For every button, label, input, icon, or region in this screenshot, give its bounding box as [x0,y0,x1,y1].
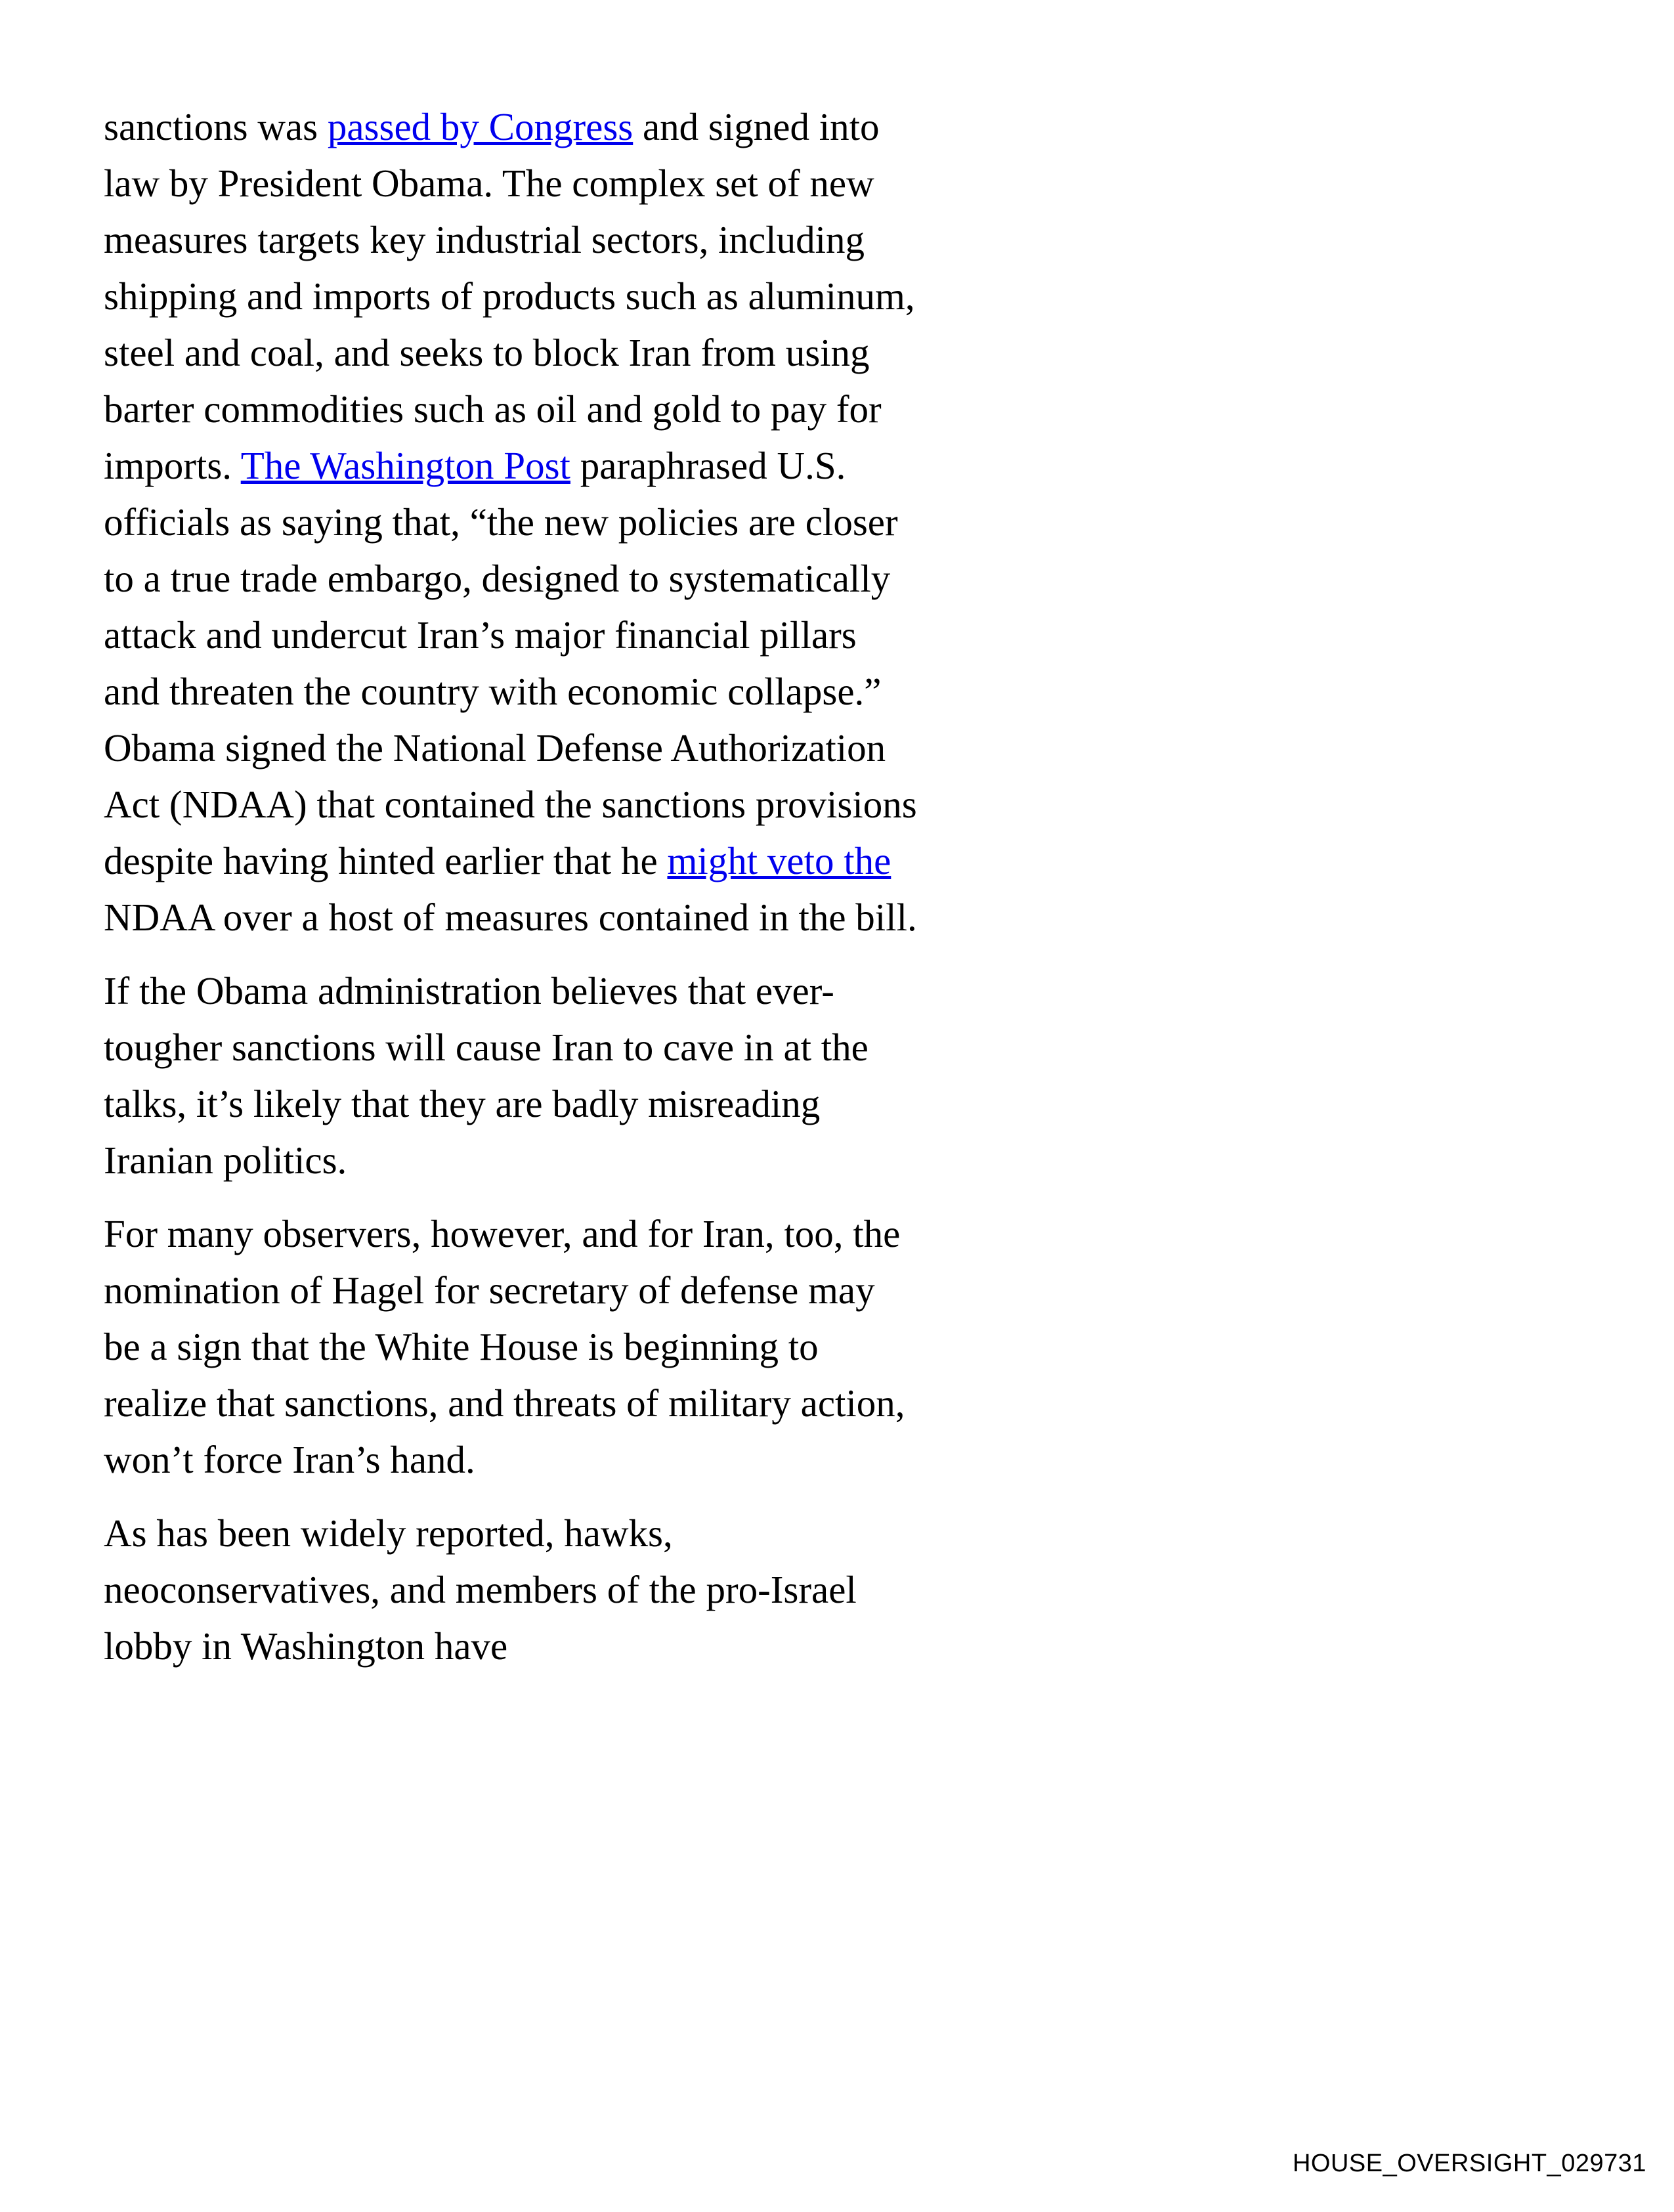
text-segment: As has been widely reported, hawks, neoconservatives, and members of the pro-Israel lobby in Washington have [104,1511,857,1668]
hyperlink[interactable]: might veto the [667,839,891,882]
hyperlink[interactable]: The Washington Post [240,444,570,487]
bates-number: HOUSE_OVERSIGHT_029731 [1292,2150,1646,2177]
text-segment: NDAA over a host of measures contained in the bill. [104,896,917,939]
text-segment: For many observers, however, and for Iran, too, the nomination of Hagel for secretary of defense may be a sign that the White House is beginning to realize that sanctions, and threats of military action, won’t force Iran’s hand. [104,1212,905,1481]
text-segment: sanctions was [104,105,328,148]
paragraph [104,963,921,1188]
hyperlink[interactable]: passed by Congress [327,105,633,148]
paragraph [104,98,921,945]
text-segment: paraphrased U.S. officials as saying that, “the new policies are closer to a true trade embargo, designed to systematically attack and undercut Iran’s major financial pillars and threaten the country with economic collapse.” Obama signed the National Defense Authorization Act (NDAA) that contained the sanctions provisions despite having hinted earlier that he [104,444,917,882]
document-text-column [104,98,921,1691]
text-segment: and signed into law by President Obama. The complex set of new measures targets key industrial sectors, including shipping and imports of products such as aluminum, steel and coal, and seeks to block Iran from using barter commodities such as oil and gold to pay for imports. [104,105,915,487]
paragraph [104,1505,921,1674]
text-segment: If the Obama administration believes that ever-tougher sanctions will cause Iran to cave in at the talks, it’s likely that they are badly misreading Iranian politics. [104,969,869,1182]
paragraph [104,1205,921,1488]
